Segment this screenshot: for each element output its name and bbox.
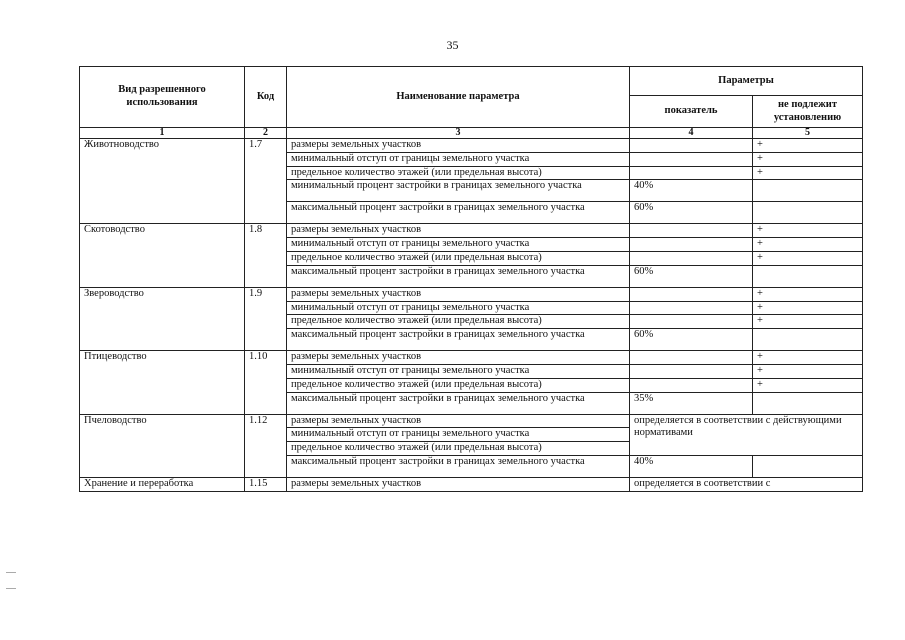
param-name-cell: минимальный процент застройки в границах земельного участка [287,180,630,202]
use-type-cell: Пчеловодство [80,414,245,477]
param-name-cell: предельное количество этажей (или предельная высота) [287,166,630,180]
param-name-cell: минимальный отступ от границы земельного участка [287,364,630,378]
page-number: 35 [446,38,459,52]
header-indicator: показатель [630,96,753,128]
header-not-subject: не подлежит установлению [753,96,863,128]
not-subject-cell: + [753,301,863,315]
param-name-cell: размеры земельных участков [287,414,630,428]
column-number: 1 [80,128,245,139]
code-cell: 1.8 [245,224,287,287]
indicator-cell [630,315,753,329]
parameters-table [79,66,863,492]
code-cell: 1.12 [245,414,287,477]
column-number: 5 [753,128,863,139]
column-number: 2 [245,128,287,139]
not-subject-cell: + [753,238,863,252]
param-name-cell: размеры земельных участков [287,224,630,238]
indicator-cell [630,224,753,238]
param-name-cell: максимальный процент застройки в границах земельного участка [287,455,630,477]
use-type-cell: Животноводство [80,139,245,224]
table-body [80,139,863,492]
margin-mark [6,572,16,573]
param-name-cell: минимальный отступ от границы земельного участка [287,428,630,442]
header-params: Параметры [630,67,863,96]
code-cell: 1.10 [245,351,287,414]
not-subject-cell [753,265,863,287]
indicator-cell: 40% [630,455,753,477]
param-name-cell: предельное количество этажей (или предельная высота) [287,378,630,392]
use-type-cell: Скотоводство [80,224,245,287]
indicator-cell [630,238,753,252]
header-param-name: Наименование параметра [287,67,630,128]
code-cell: 1.9 [245,287,287,350]
param-name-cell: размеры земельных участков [287,139,630,153]
column-number: 3 [287,128,630,139]
indicator-cell [630,364,753,378]
table-row [80,351,863,365]
not-subject-cell: + [753,166,863,180]
indicator-cell: определяется в соответствии с [630,477,863,491]
indicator-cell [630,301,753,315]
use-type-cell: Хранение и переработка [80,477,245,491]
param-name-cell: размеры земельных участков [287,287,630,301]
not-subject-cell: + [753,287,863,301]
not-subject-cell [753,180,863,202]
param-name-cell: максимальный процент застройки в границах земельного участка [287,202,630,224]
param-name-cell: предельное количество этажей (или предельная высота) [287,315,630,329]
table-row [80,224,863,238]
indicator-cell [630,287,753,301]
not-subject-cell [753,392,863,414]
not-subject-cell: + [753,224,863,238]
table-row [80,477,863,491]
indicator-cell [630,166,753,180]
code-cell: 1.7 [245,139,287,224]
not-subject-cell: + [753,351,863,365]
not-subject-cell: + [753,251,863,265]
indicator-cell [630,251,753,265]
param-name-cell: минимальный отступ от границы земельного участка [287,238,630,252]
margin-mark [6,588,16,589]
not-subject-cell [753,329,863,351]
not-subject-cell [753,455,863,477]
indicator-cell: 40% [630,180,753,202]
code-cell: 1.15 [245,477,287,491]
not-subject-cell: + [753,315,863,329]
indicator-cell: 35% [630,392,753,414]
indicator-cell: 60% [630,202,753,224]
indicator-cell [630,139,753,153]
not-subject-cell: + [753,364,863,378]
param-name-cell: максимальный процент застройки в границах земельного участка [287,392,630,414]
indicator-cell: 60% [630,329,753,351]
indicator-cell [630,351,753,365]
column-numbers-row [80,128,863,139]
table-row [80,139,863,153]
param-name-cell: максимальный процент застройки в границах земельного участка [287,265,630,287]
param-name-cell: максимальный процент застройки в границах земельного участка [287,329,630,351]
table-header [80,67,863,139]
not-subject-cell: + [753,378,863,392]
header-use-type: Вид разрешенного использования [80,67,245,128]
not-subject-cell: + [753,139,863,153]
param-name-cell: предельное количество этажей (или предельная высота) [287,442,630,456]
header-code: Код [245,67,287,128]
param-name-cell: минимальный отступ от границы земельного участка [287,152,630,166]
column-number: 4 [630,128,753,139]
table-row [80,414,863,428]
merged-indicator-cell: определяется в соответствии с действующими нормативами [630,414,863,455]
indicator-cell [630,152,753,166]
use-type-cell: Звероводство [80,287,245,350]
param-name-cell: размеры земельных участков [287,351,630,365]
not-subject-cell: + [753,152,863,166]
not-subject-cell [753,202,863,224]
indicator-cell [630,378,753,392]
table-row [80,287,863,301]
use-type-cell: Птицеводство [80,351,245,414]
indicator-cell: 60% [630,265,753,287]
param-name-cell: размеры земельных участков [287,477,630,491]
param-name-cell: предельное количество этажей (или предельная высота) [287,251,630,265]
param-name-cell: минимальный отступ от границы земельного участка [287,301,630,315]
